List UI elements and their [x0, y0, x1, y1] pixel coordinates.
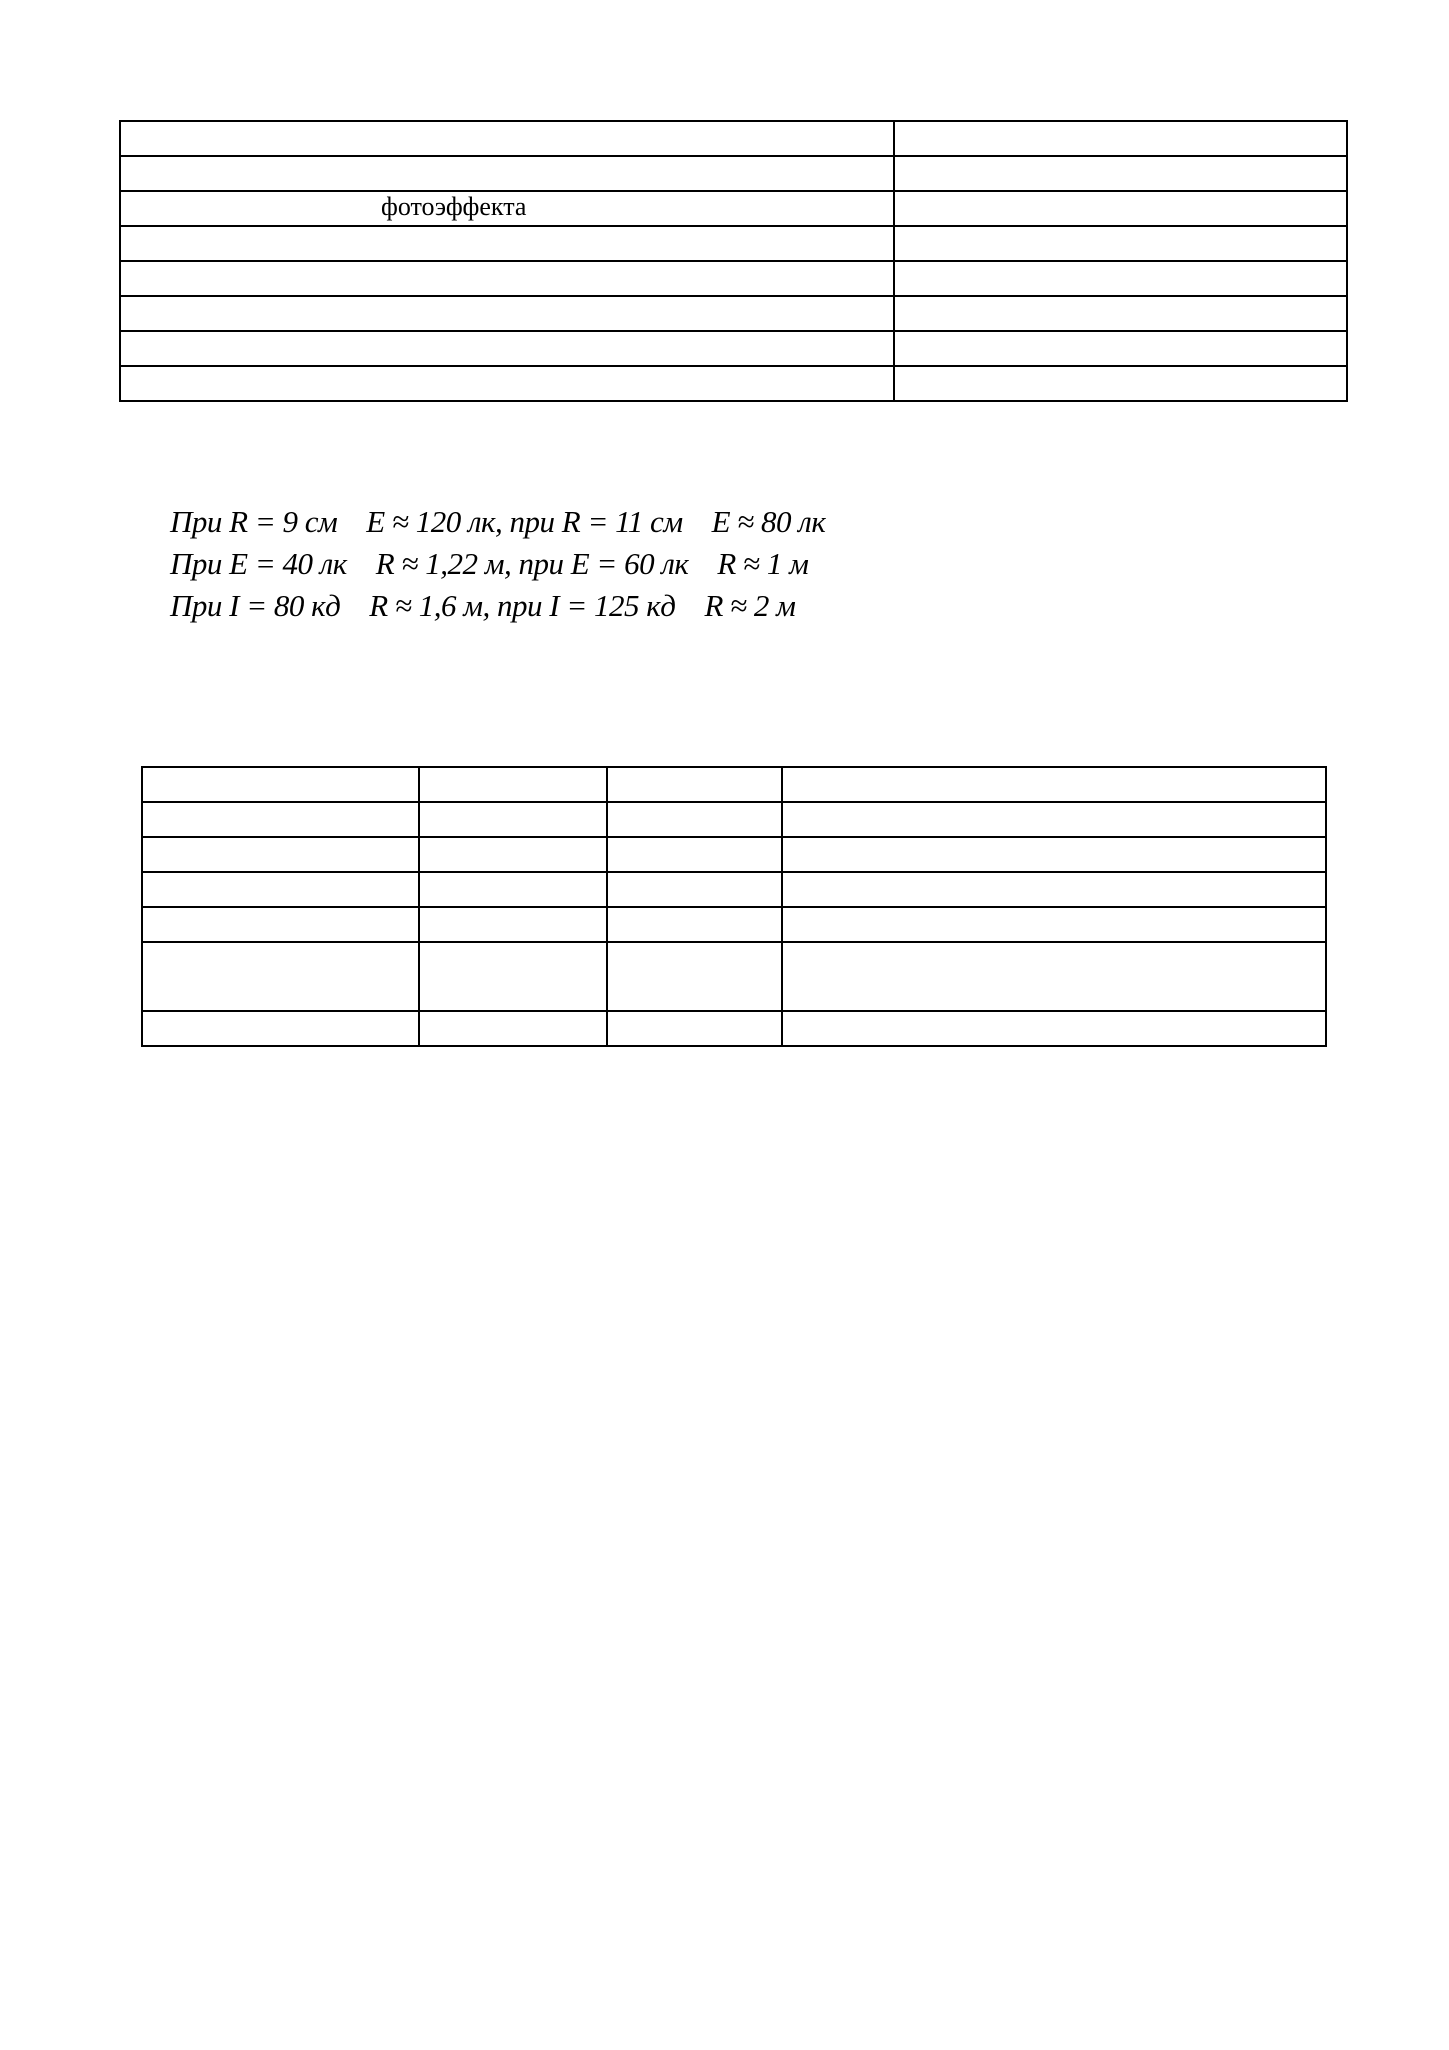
table-row	[120, 191, 1347, 226]
formula-line: При R = 9 см E ≈ 120 лк, при R = 11 см E ≈ 80 лк	[170, 504, 826, 539]
table-cell	[894, 296, 1347, 331]
table-cell	[894, 226, 1347, 261]
table-cell	[607, 872, 782, 907]
table-row	[142, 767, 1326, 802]
table-cell	[120, 331, 894, 366]
table-row	[120, 261, 1347, 296]
table-cell	[419, 1011, 607, 1046]
table-cell	[419, 872, 607, 907]
table-row	[120, 156, 1347, 191]
table-row	[120, 226, 1347, 261]
table-cell	[782, 837, 1326, 872]
table-cell	[894, 121, 1347, 156]
table-cell	[419, 907, 607, 942]
table-row	[142, 872, 1326, 907]
table-row	[142, 907, 1326, 942]
table-cell	[142, 767, 419, 802]
table-cell	[142, 1011, 419, 1046]
table-cell	[120, 366, 894, 401]
table-row	[120, 296, 1347, 331]
table-cell	[782, 1011, 1326, 1046]
table-cell	[782, 907, 1326, 942]
table-cell	[419, 767, 607, 802]
table-cell	[419, 837, 607, 872]
table-cell	[419, 802, 607, 837]
table-cell	[142, 802, 419, 837]
table-row	[142, 1011, 1326, 1046]
table-cell	[142, 907, 419, 942]
table-cell	[142, 837, 419, 872]
table-row	[120, 331, 1347, 366]
table-cell	[894, 366, 1347, 401]
bottom-table	[141, 766, 1327, 1047]
table-cell	[894, 156, 1347, 191]
table-cell	[120, 121, 894, 156]
formula-block	[170, 501, 1070, 627]
table-row	[142, 942, 1326, 1011]
table-row	[120, 121, 1347, 156]
formula-line: При I = 80 кд R ≈ 1,6 м, при I = 125 кд R ≈ 2 м	[170, 588, 796, 623]
table-row	[120, 366, 1347, 401]
table-cell	[782, 872, 1326, 907]
table-cell	[607, 1011, 782, 1046]
table-cell	[607, 942, 782, 1011]
table-cell	[419, 942, 607, 1011]
table-cell	[120, 226, 894, 261]
table-cell	[120, 261, 894, 296]
table-cell	[782, 802, 1326, 837]
table-cell	[782, 767, 1326, 802]
table-cell	[894, 261, 1347, 296]
table-cell	[607, 802, 782, 837]
table-cell-photoeffect: фотоэффекта	[120, 191, 894, 226]
table-cell	[142, 872, 419, 907]
top-table	[119, 120, 1348, 402]
table-cell	[607, 837, 782, 872]
formula-line: При E = 40 лк R ≈ 1,22 м, при E = 60 лк R ≈ 1 м	[170, 546, 809, 581]
table-cell	[607, 907, 782, 942]
table-cell	[894, 331, 1347, 366]
table-cell	[142, 942, 419, 1011]
table-cell	[782, 942, 1326, 1011]
table-cell	[120, 296, 894, 331]
table-row	[142, 802, 1326, 837]
table-cell	[120, 156, 894, 191]
table-cell	[607, 767, 782, 802]
table-row	[142, 837, 1326, 872]
table-cell	[894, 191, 1347, 226]
